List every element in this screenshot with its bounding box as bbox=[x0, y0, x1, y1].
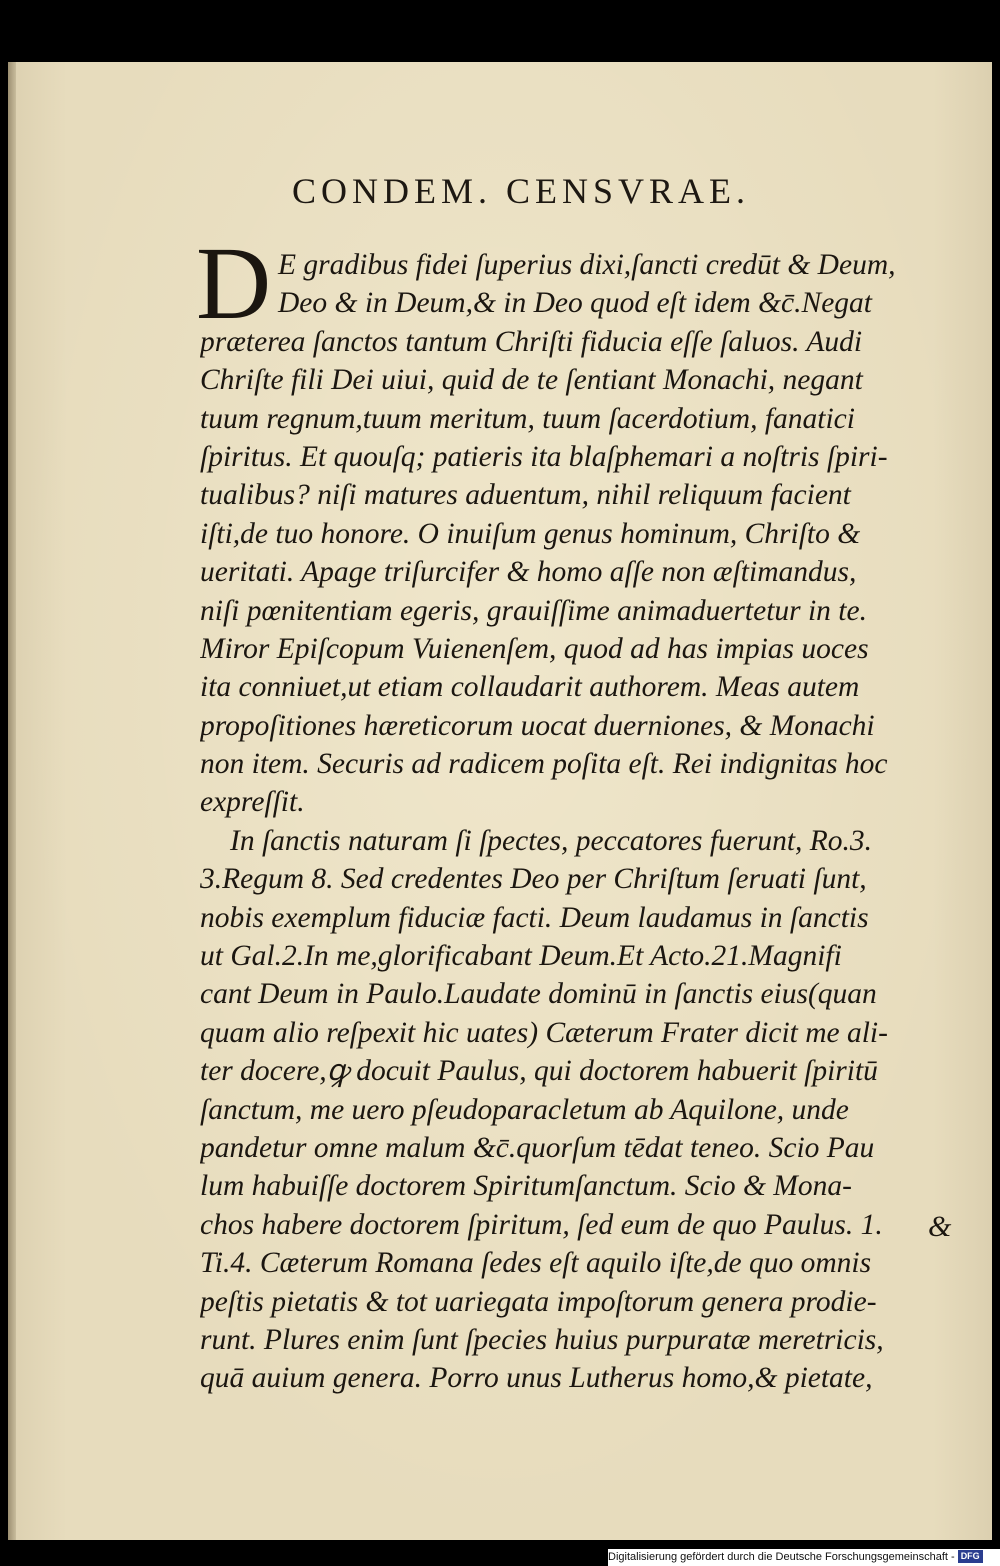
text-line: præterea ſanctos tantum Chriſti fiducia eſſe ſaluos. Audi bbox=[200, 325, 863, 358]
text-line: expreſſit. bbox=[200, 786, 305, 819]
text-line: ita conniuet,ut etiam collaudarit authorem. Meas autem bbox=[200, 671, 860, 704]
text-line: tuum regnum,tuum meritum, tuum ſacerdotium, fanatici bbox=[200, 402, 855, 435]
text-line: tualibus? niſi matures aduentum, nihil reliquum facient bbox=[200, 479, 851, 512]
catchword: & bbox=[928, 1210, 952, 1243]
text-line: ſanctum, me uero pſeudoparacletum ab Aquilone, unde bbox=[200, 1093, 849, 1126]
funding-credit-text: Digitalisierung gefördert durch die Deutsche Forschungsgemeinschaft - bbox=[608, 1551, 955, 1563]
running-heading: CONDEM. CENSVRAE. bbox=[292, 171, 751, 211]
body-text bbox=[196, 226, 940, 1398]
text-line: chos habere doctorem ſpiritum, ſed eum de quo Paulus. 1. bbox=[200, 1208, 883, 1241]
page-edge bbox=[8, 62, 16, 1540]
text-line: ueritati. Apage triſurcifer & homo aſſe non æſtimandus, bbox=[200, 556, 857, 589]
text-line: cant Deum in Paulo.Laudate dominū in ſanctis eius(quan bbox=[200, 978, 877, 1011]
text-line: peſtis pietatis & tot uariegata impoſtorum genera prodie- bbox=[200, 1285, 877, 1318]
text-line: non item. Securis ad radicem poſita eſt. Rei indignitas hoc bbox=[200, 748, 888, 781]
paragraph-start-line: In ſanctis naturam ſi ſpectes, peccatores fuerunt, Ro.3. bbox=[230, 824, 873, 857]
text-line: nobis exemplum fiduciæ facti. Deum laudamus in ſanctis bbox=[200, 901, 869, 934]
text-line: Miror Epiſcopum Vuienenſem, quod ad has impias uoces bbox=[200, 632, 869, 665]
text-line: lum habuiſſe doctorem Spiritumſanctum. Scio & Mona- bbox=[200, 1170, 852, 1203]
text-line: ter docere,ꝙ docuit Paulus, qui doctorem habuerit ſpiritū bbox=[200, 1055, 878, 1088]
text-line: runt. Plures enim ſunt ſpecies huius purpuratæ meretricis, bbox=[200, 1323, 884, 1356]
text-line: quam alio reſpexit hic uates) Cæterum Frater dicit me ali- bbox=[200, 1016, 888, 1049]
text-line: pandetur omne malum &c̄.quorſum tēdat teneo. Scio Pau bbox=[200, 1131, 875, 1164]
text-line: 3.Regum 8. Sed credentes Deo per Chriſtum ſeruati ſunt, bbox=[200, 863, 867, 896]
text-line: propoſitiones hæreticorum uocat duerniones, & Monachi bbox=[200, 709, 875, 742]
text-line: ut Gal.2.In me,glorificabant Deum.Et Acto.21.Magnifi bbox=[200, 940, 842, 973]
text-line: iſti,de tuo honore. O inuiſum genus hominum, Chriſto & bbox=[200, 517, 861, 550]
text-line: Chriſte fili Dei uiui, quid de te ſentiant Monachi, negant bbox=[200, 364, 863, 397]
text-line: Deo & in Deum,& in Deo quod eſt idem &c̄.Negat bbox=[278, 287, 872, 320]
funding-credit bbox=[608, 1549, 1000, 1566]
drop-capital: D bbox=[196, 226, 272, 341]
text-line: E gradibus fidei ſuperius dixi,ſancti credūt & Deum, bbox=[278, 249, 896, 281]
text-line: niſi pœnitentiam egeris, grauiſſime animaduertetur in te. bbox=[200, 594, 867, 627]
dfg-logo-icon: DFG bbox=[958, 1550, 983, 1563]
text-line: quā auium genera. Porro unus Lutherus homo,& pietate, bbox=[200, 1362, 873, 1395]
text-line: Ti.4. Cæterum Romana ſedes eſt aquilo iſte,de quo omnis bbox=[200, 1247, 872, 1280]
text-line: ſpiritus. Et quouſq; patieris ita blaſphemari a noſtris ſpiri- bbox=[200, 440, 888, 473]
